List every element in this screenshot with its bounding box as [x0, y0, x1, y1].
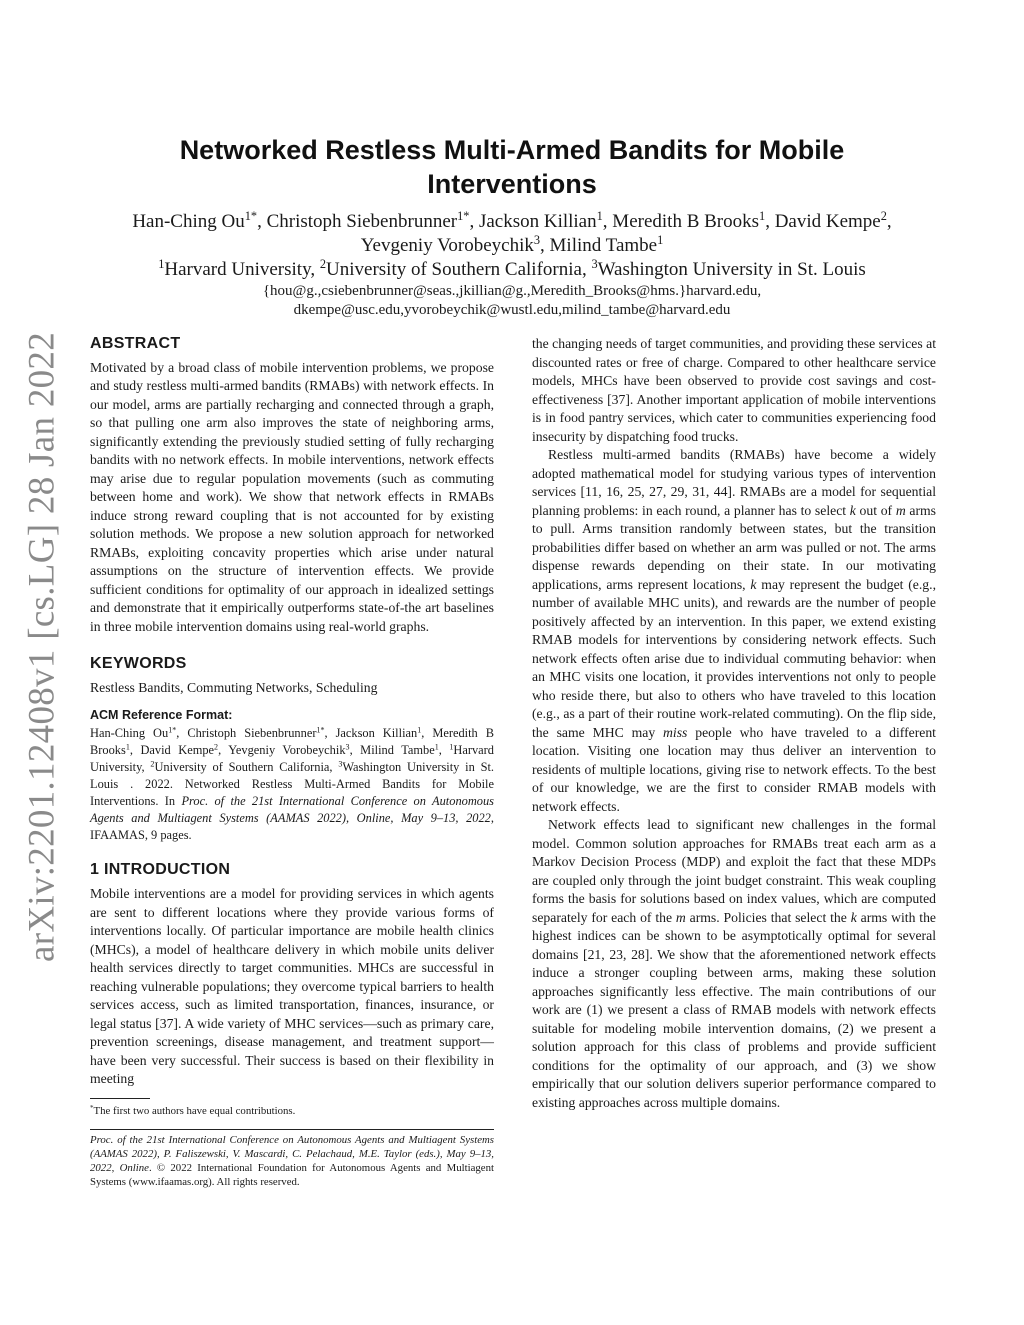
author-separator: ,: [886, 211, 892, 232]
acm-text: Washington University in St. Louis . 2022. Networked Restless Multi-Armed Bandits for Mobile Interventions. In: [90, 759, 495, 808]
affiliation: Washington University in St. Louis: [597, 259, 866, 280]
introduction-heading: 1 INTRODUCTION: [90, 860, 231, 878]
acm-text: , Jackson Killian: [324, 725, 418, 740]
paragraph-text: arms to pull. Arms transition randomly between states, but the transition probabilities differ based on whether an arm was pulled or not. The arms dispense rewards depending on their state. In our motivating applications, arms represent locations,: [532, 502, 936, 592]
author-mark: 1: [596, 209, 603, 224]
email-line-1: {hou@g.,csiebenbrunner@seas.,jkillian@g.,Meredith_Brooks@hms.}harvard.edu,: [262, 283, 762, 299]
author-name: Yevgeniy Vorobeychik: [360, 235, 534, 256]
acm-mark: 1*: [316, 725, 325, 735]
intro-paragraph-continued: the changing needs of target communities, and providing these services at discounted rates or free of charge. Compared to other healthcare service models, MHCs have been observed to provide cost savings and cost-effectiveness [37]. Another important application of mobile interventions is in food pantry services, which cater to communities experiencing food insecurity by dispatching food trucks.: [532, 336, 936, 444]
author-name: , Christoph Siebenbrunner: [257, 211, 458, 232]
affiliation-mark: 1: [158, 257, 165, 272]
math-m: m: [675, 909, 686, 925]
author-mark: 1*: [457, 209, 470, 224]
paragraph-text: arms. Policies that select the: [685, 909, 851, 925]
author-mark: 3: [533, 233, 541, 248]
acm-mark: 1: [449, 742, 454, 752]
author-mark: 1: [759, 209, 766, 224]
acm-text: , Milind Tambe: [349, 742, 435, 757]
acm-mark: 1*: [168, 725, 177, 735]
acm-mark: 2: [214, 742, 219, 752]
author-mark: 1: [657, 233, 664, 248]
acm-text: ,: [438, 742, 450, 757]
author-name: , Meredith B Brooks: [602, 211, 760, 232]
footnote-rule: [90, 1098, 150, 1099]
author-line-1: [80, 210, 944, 234]
acm-mark: 1: [417, 725, 422, 735]
intro-paragraph-rmabs: [532, 446, 936, 816]
math-k: k: [850, 909, 857, 925]
affiliation-line: [80, 258, 944, 282]
proceedings-italic: Proc. of the 21st International Conference on Autonomous Agents and Multiagent Systems (AAMAS 2022), P. Faliszewski, V. Mascardi, C. Pelachaud, M.E. Taylor (eds.), May 9–13, 2022, Online: [90, 1134, 494, 1174]
acm-text: , David Kempe: [129, 742, 215, 757]
introduction-paragraph-1: Mobile interventions are a model for providing services in which agents are sent to different locations where they provide various forms of interventions locally. Of particular importance are mobile health clinics (MHCs), a model of healthcare delivery in which mobile units deliver health services directly to target communities. MHCs are successful in reaching vulnerable populations; they overcome typical barriers to health services access, such as limited transportation, finances, insurance, or legal status [37]. A wide variety of MHC services—such as primary care, prevention screenings, disease management, and treatment support—have been very successful. Their success is based on their flexibility in meeting: [90, 886, 494, 1086]
emphasis-miss: miss: [663, 724, 688, 740]
acm-text: , Yevgeniy Vorobeychik: [218, 742, 346, 757]
paragraph-text: people who have traveled to a different location. Visiting one location may thus deliver an intervention to residents of multiple locations, giving rise to network effects. To the best of our knowledge, we are the first to consider RMAB models with network effects.: [532, 724, 936, 814]
acm-text: , Meredith B Brooks: [90, 725, 494, 757]
author-name: , Milind Tambe: [540, 235, 658, 256]
author-mark: 1*: [244, 209, 258, 224]
title-line-2: Interventions: [427, 169, 597, 199]
paragraph-text: Network effects lead to significant new challenges in the formal model. Common solution approaches for RMABs treat each arm as a Markov Decision Process (MDP) and exploit the fact that these MDPs are coupled only through the joint budget constraint. This weak coupling forms the basis for solutions based on index values, which are computed separately for each of the: [532, 817, 936, 925]
affiliation: University of Southern California,: [326, 259, 592, 280]
paragraph-text: may represent the budget (e.g., number of available MHC units), and rewards are the number of people positively affected by an intervention. In this paper, we extend existing RMAB models for interventions by considering network effects. Such network effects often arise due to individual commuting behavior: when an MHC visits one location, it provides interventions not only to people who reside there, but also to others who have traveled to this location (e.g., as a part of their routine work-related commuting). On the flip side, the same MHC may: [532, 576, 936, 740]
affiliation-mark: 3: [591, 257, 598, 272]
acm-text: , Christoph Siebenbrunner: [176, 725, 317, 740]
acm-mark: 1: [125, 742, 130, 752]
author-name: , Jackson Killian: [469, 211, 597, 232]
affiliation-mark: 2: [319, 257, 327, 272]
math-k: k: [750, 576, 757, 592]
paragraph-text: out of: [855, 502, 896, 518]
paper-title: [110, 133, 914, 201]
math-m: m: [895, 502, 906, 518]
acm-mark: 3: [338, 759, 343, 769]
abstract-text: Motivated by a broad class of mobile intervention problems, we propose and study restless multi-armed bandits (RMABs) with network effects. In our model, arms are partially recharging and connected through a graph, so that pulling one arm also improves the state of neighboring arms, significantly extending the previously studied setting of fully recharging bandits with no network effects. In mobile interventions, network effects may arise due to regular population movements (such as commuting between home and work). We show that network effects in RMABs induce strong reward coupling that is not accounted for by existing solution methods. We propose a new solution approach for networked RMABs, exploiting concavity properties which arise under natural assumptions on the structure of intervention effects. We provide sufficient conditions for optimality of our approach in idealized settings and demonstrate that it empirically outperforms state-of-the art baselines in three mobile intervention domains using real-world graphs.: [90, 359, 494, 634]
proceedings-rule: [90, 1129, 494, 1130]
acm-text: Harvard University,: [90, 742, 494, 774]
author-mark: 2: [880, 209, 887, 224]
paragraph-text: Restless multi-armed bandits (RMABs) have become a widely adopted mathematical model for studying various types of intervention services [11, 16, 25, 27, 29, 31, 44]. RMABs are a model for sequential planning problems: in each round, a planner has to select: [532, 447, 936, 518]
footnote-mark: *: [90, 1104, 94, 1113]
abstract-heading: ABSTRACT: [90, 335, 181, 352]
keywords-heading: KEYWORDS: [90, 655, 187, 672]
acm-mark: 2: [150, 759, 155, 769]
proceedings-rest: . © 2022 International Foundation for Autonomous Agents and Multiagent Systems (www.ifaamas.org). All rights reserved.: [90, 1162, 494, 1188]
author-block: [80, 210, 944, 282]
paragraph-text: arms with the highest indices can be shown to be asymptotically optimal for several domains [21, 23, 28]. We show that the aforementioned network effects induce a stronger coupling between arms, making these solution approaches significantly less effective. The main contributions of our work are (1) we present a class of RMAB models with network effects suitable for modeling mobile intervention domains, (2) we present a solution approach for this class of problems and provide sufficient conditions for the optimality of our approach, and (3) we show empirically that our solution delivers superior performance compared to existing approaches across multiple domains.: [532, 909, 936, 1110]
author-line-2: [80, 234, 944, 258]
acm-text: Han-Ching Ou: [90, 725, 169, 740]
acm-mark: 3: [345, 742, 350, 752]
right-column: [532, 335, 936, 1112]
email-line-2: dkempe@usc.edu,yvorobeychik@wustl.edu,milind_tambe@harvard.edu: [293, 302, 731, 318]
acm-venue: Proc. of the 21st International Conference on Autonomous Agents and Multiagent Systems (AAMAS 2022), Online, May 9–13, 2022: [90, 793, 494, 825]
affiliation: Harvard University,: [164, 259, 320, 280]
acm-mark: 1: [434, 742, 439, 752]
intro-paragraph-network-effects: [532, 816, 936, 1112]
acm-text: University of Southern California,: [154, 759, 339, 774]
author-name: Han-Ching Ou: [132, 211, 245, 232]
acm-reference-text: [90, 725, 494, 844]
author-emails: [110, 282, 914, 320]
math-k: k: [849, 502, 856, 518]
left-column: [90, 335, 494, 1089]
title-line-1: Networked Restless Multi-Armed Bandits for Mobile: [179, 135, 845, 165]
arxiv-identifier-stamp: arXiv:2201.12408v1 [cs.LG] 28 Jan 2022: [21, 331, 63, 963]
keywords-text: Restless Bandits, Commuting Networks, Scheduling: [90, 679, 378, 695]
author-name: , David Kempe: [765, 211, 881, 232]
footnote: [90, 1104, 494, 1118]
proceedings-note: [90, 1133, 494, 1189]
acm-text: , IFAAMAS, 9 pages.: [90, 810, 494, 842]
footnote-text: The first two authors have equal contributions.: [93, 1105, 296, 1117]
acm-reference-heading: ACM Reference Format:: [90, 708, 233, 722]
